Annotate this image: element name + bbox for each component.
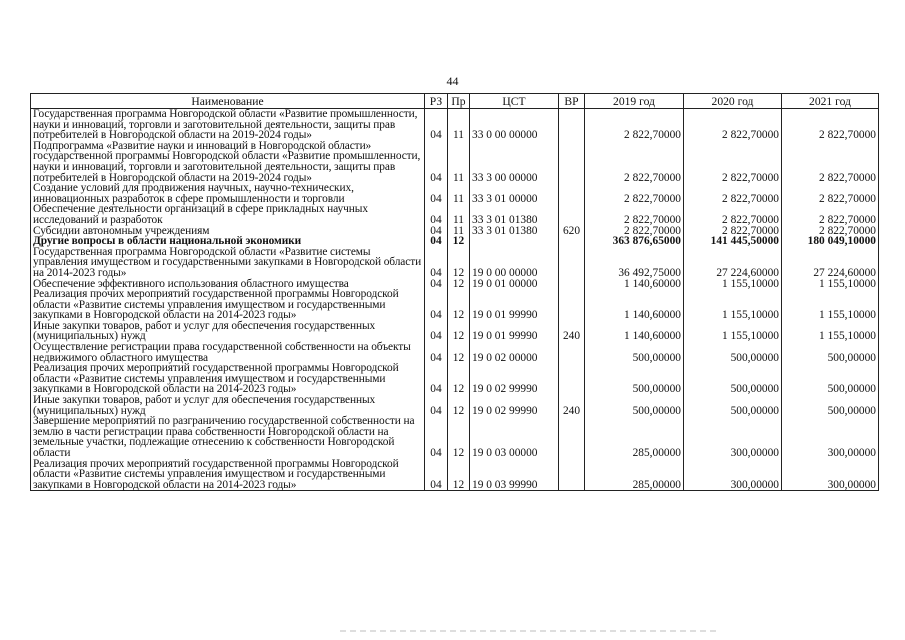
cell-2020: 1 155,10000: [684, 321, 782, 342]
cell-vr: 240: [559, 321, 585, 342]
cell-vr: [559, 141, 585, 183]
table-row: [31, 289, 879, 321]
cell-2020: 2 822,70000: [684, 204, 782, 225]
cell-2021: 1 155,10000: [782, 289, 879, 321]
cell-name: Обеспечение эффективного использования областного имущества: [31, 279, 425, 290]
cell-2019: 1 140,60000: [585, 289, 684, 321]
cell-pr: 12: [448, 363, 470, 395]
cell-rz: 04: [425, 141, 448, 183]
cell-rz: 04: [425, 247, 448, 279]
cell-vr: 240: [559, 395, 585, 416]
cell-2021: 2 822,70000: [782, 109, 879, 141]
cell-2020: 2 822,70000: [684, 183, 782, 204]
cell-name: Другие вопросы в области национальной экономики: [31, 236, 425, 247]
cell-2019: 1 140,60000: [585, 321, 684, 342]
cell-2021: 300,00000: [782, 459, 879, 491]
cell-2019: 36 492,75000: [585, 247, 684, 279]
cell-name: Реализация прочих мероприятий государственной программы Новгородской области «Развитие системы управления имуществом и государственными закупками в Новгородской области на 2014-2023 годы»: [31, 459, 425, 491]
cell-cst: 19 0 00 00000: [470, 247, 559, 279]
header-cst: ЦСТ: [470, 94, 559, 109]
cell-2019: 363 876,65000: [585, 236, 684, 247]
cell-name: Реализация прочих мероприятий государственной программы Новгородской области «Развитие системы управления имуществом и государственными закупками в Новгородской области на 2014-2023 годы»: [31, 363, 425, 395]
cell-2020: 2 822,70000: [684, 141, 782, 183]
table-header-row: [31, 94, 879, 109]
cell-rz: 04: [425, 236, 448, 247]
cell-2019: 1 140,60000: [585, 279, 684, 290]
cell-name: Иные закупки товаров, работ и услуг для обеспечения государственных (муниципальных) нужд: [31, 395, 425, 416]
cell-rz: 04: [425, 459, 448, 491]
cell-name: Государственная программа Новгородской области «Развитие системы управления имуществом и государственными закупками в Новгородской области на 2014-2023 годы»: [31, 247, 425, 279]
cell-2019: 285,00000: [585, 416, 684, 458]
cell-pr: 11: [448, 226, 470, 237]
table-body: [31, 109, 879, 491]
table-row: [31, 204, 879, 225]
cell-cst: 19 0 02 99990: [470, 395, 559, 416]
header-2020: 2020 год: [684, 94, 782, 109]
cell-pr: 11: [448, 141, 470, 183]
table-row: [31, 342, 879, 363]
cell-rz: 04: [425, 321, 448, 342]
cell-pr: 12: [448, 247, 470, 279]
cell-pr: 12: [448, 342, 470, 363]
cell-pr: 12: [448, 416, 470, 458]
cell-2019: 2 822,70000: [585, 226, 684, 237]
cell-vr: [559, 204, 585, 225]
cell-2021: 500,00000: [782, 395, 879, 416]
table-row: [31, 109, 879, 141]
cell-2020: 2 822,70000: [684, 109, 782, 141]
cell-vr: [559, 289, 585, 321]
cell-rz: 04: [425, 204, 448, 225]
cell-vr: 620: [559, 226, 585, 237]
table-row: [31, 416, 879, 458]
cell-2021: 2 822,70000: [782, 226, 879, 237]
cell-vr: [559, 247, 585, 279]
cell-name: Обеспечение деятельности организаций в сфере прикладных научных исследований и разработок: [31, 204, 425, 225]
cell-2021: 2 822,70000: [782, 183, 879, 204]
cell-2021: 1 155,10000: [782, 279, 879, 290]
cell-cst: 33 0 00 00000: [470, 109, 559, 141]
cell-name: Подпрограмма «Развитие науки и инноваций в Новгородской области» государственной программы Новгородской области «Развитие промышленности, науки и инноваций, торговли и заготовительной деятельности, защиты прав потребителей в Новгородской области на 2019-2024 годы»: [31, 141, 425, 183]
cell-cst: 19 0 01 00000: [470, 279, 559, 290]
cell-name: Осуществление регистрации права государственной собственности на объекты недвижимого областного имущества: [31, 342, 425, 363]
cell-2021: 500,00000: [782, 363, 879, 395]
cell-2019: 2 822,70000: [585, 109, 684, 141]
cell-2021: 2 822,70000: [782, 204, 879, 225]
cell-pr: 11: [448, 204, 470, 225]
cell-rz: 04: [425, 279, 448, 290]
cell-2021: 2 822,70000: [782, 141, 879, 183]
cell-2021: 27 224,60000: [782, 247, 879, 279]
cell-2020: 300,00000: [684, 416, 782, 458]
cell-cst: [470, 236, 559, 247]
cell-2019: 500,00000: [585, 342, 684, 363]
header-vr: ВР: [559, 94, 585, 109]
cell-2021: 300,00000: [782, 416, 879, 458]
cell-pr: 12: [448, 321, 470, 342]
cell-pr: 12: [448, 236, 470, 247]
cell-2020: 141 445,50000: [684, 236, 782, 247]
header-pr: Пр: [448, 94, 470, 109]
cell-rz: 04: [425, 109, 448, 141]
table-row: [31, 321, 879, 342]
header-2021: 2021 год: [782, 94, 879, 109]
cell-vr: [559, 279, 585, 290]
cell-vr: [559, 363, 585, 395]
cell-2019: 2 822,70000: [585, 141, 684, 183]
cell-2019: 500,00000: [585, 363, 684, 395]
cell-cst: 33 3 00 00000: [470, 141, 559, 183]
cell-cst: 19 0 01 99990: [470, 289, 559, 321]
cell-rz: 04: [425, 342, 448, 363]
cell-2020: 500,00000: [684, 342, 782, 363]
cell-cst: 19 0 03 00000: [470, 416, 559, 458]
cell-pr: 12: [448, 395, 470, 416]
cell-name: Государственная программа Новгородской области «Развитие промышленности, науки и инноваций, торговли и заготовительной деятельности, защиты прав потребителей в Новгородской области на 2019-2024 годы»: [31, 109, 425, 141]
cell-name: Реализация прочих мероприятий государственной программы Новгородской области «Развитие системы управления имуществом и государственными закупками в Новгородской области на 2014-2023 годы»: [31, 289, 425, 321]
cell-rz: 04: [425, 226, 448, 237]
cell-2021: 1 155,10000: [782, 321, 879, 342]
cell-2020: 2 822,70000: [684, 226, 782, 237]
page-number: 44: [446, 74, 459, 88]
cell-2019: 500,00000: [585, 395, 684, 416]
cell-name: Создание условий для продвижения научных, научно-технических, инновационных разработок в сфере промышленности и торговли: [31, 183, 425, 204]
cell-2020: 500,00000: [684, 363, 782, 395]
cell-cst: 33 3 01 00000: [470, 183, 559, 204]
cell-name: Иные закупки товаров, работ и услуг для обеспечения государственных (муниципальных) нужд: [31, 321, 425, 342]
table-row: [31, 183, 879, 204]
table-row: [31, 141, 879, 183]
cell-vr: [559, 342, 585, 363]
cell-pr: 12: [448, 279, 470, 290]
cell-vr: [559, 459, 585, 491]
cell-cst: 19 0 02 00000: [470, 342, 559, 363]
cell-rz: 04: [425, 395, 448, 416]
cell-2020: 1 155,10000: [684, 279, 782, 290]
cell-name: Завершение мероприятий по разграничению государственной собственности на землю в части регистрации права собственности Новгородской области на земельные участки, подлежащие отнесению к собственности Новгородской области: [31, 416, 425, 458]
cell-2021: 180 049,10000: [782, 236, 879, 247]
cell-pr: 11: [448, 109, 470, 141]
table-row: [31, 247, 879, 279]
cell-2019: 2 822,70000: [585, 183, 684, 204]
header-name: Наименование: [31, 94, 425, 109]
cell-2019: 285,00000: [585, 459, 684, 491]
cell-pr: 11: [448, 183, 470, 204]
cell-vr: [559, 416, 585, 458]
header-rz: РЗ: [425, 94, 448, 109]
cell-vr: [559, 109, 585, 141]
cell-rz: 04: [425, 289, 448, 321]
cell-2020: 300,00000: [684, 459, 782, 491]
cell-rz: 04: [425, 416, 448, 458]
cell-pr: 12: [448, 289, 470, 321]
scan-artifact: [340, 630, 720, 632]
cell-name: Субсидии автономным учреждениям: [31, 226, 425, 237]
cell-2020: 500,00000: [684, 395, 782, 416]
cell-vr: [559, 183, 585, 204]
cell-cst: 19 0 02 99990: [470, 363, 559, 395]
cell-cst: 19 0 01 99990: [470, 321, 559, 342]
cell-cst: 33 3 01 01380: [470, 226, 559, 237]
header-2019: 2019 год: [585, 94, 684, 109]
budget-table: [30, 93, 879, 491]
cell-2020: 1 155,10000: [684, 289, 782, 321]
table-row: [31, 459, 879, 491]
cell-cst: 19 0 03 99990: [470, 459, 559, 491]
cell-rz: 04: [425, 183, 448, 204]
cell-vr: [559, 236, 585, 247]
table-row: [31, 363, 879, 395]
table-row: [31, 395, 879, 416]
cell-rz: 04: [425, 363, 448, 395]
cell-pr: 12: [448, 459, 470, 491]
cell-2021: 500,00000: [782, 342, 879, 363]
cell-2019: 2 822,70000: [585, 204, 684, 225]
cell-cst: 33 3 01 01380: [470, 204, 559, 225]
cell-2020: 27 224,60000: [684, 247, 782, 279]
